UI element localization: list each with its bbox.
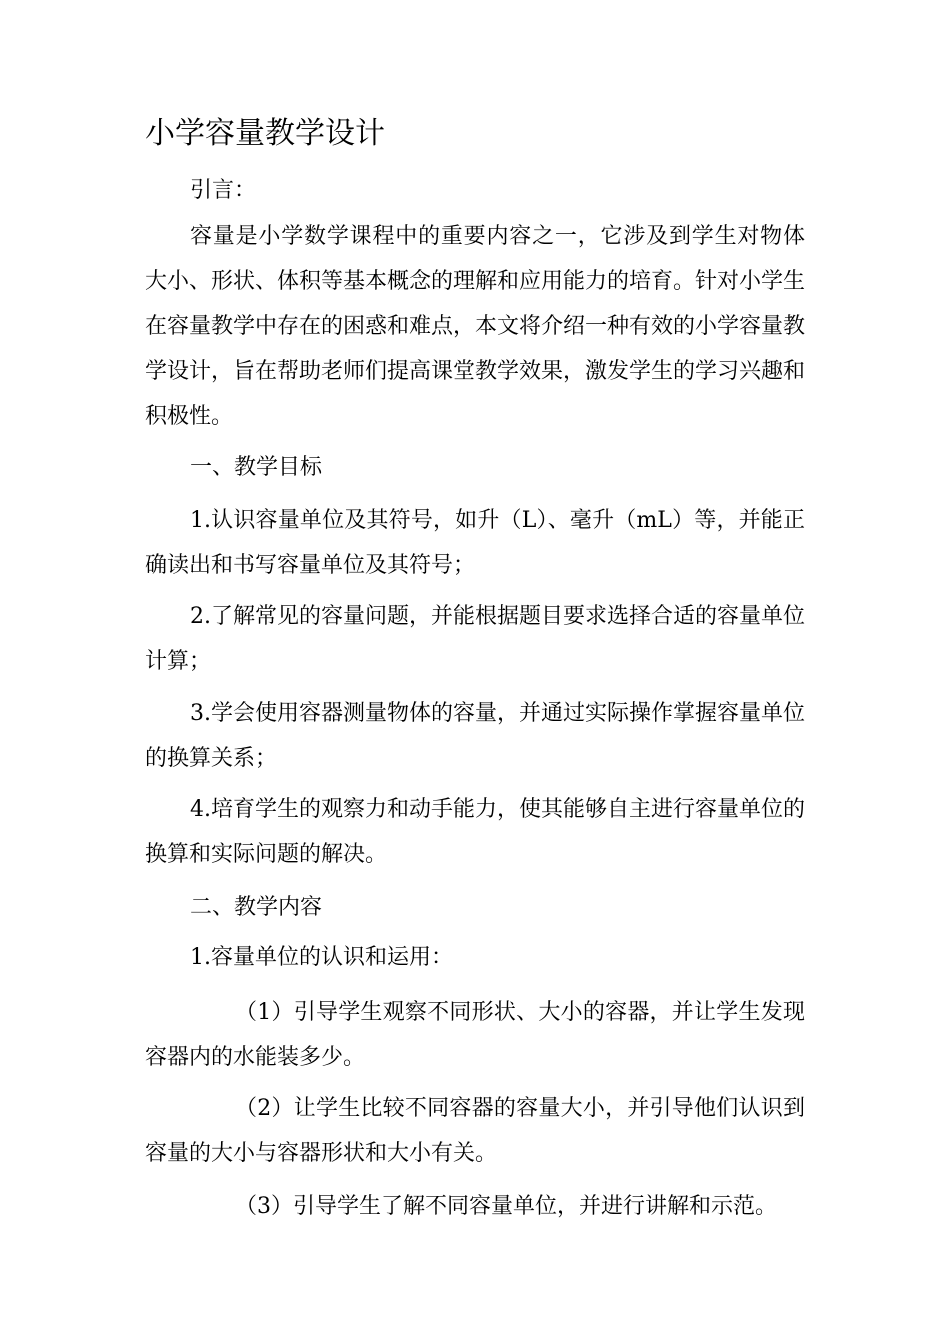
intro-heading: 引言：: [190, 178, 257, 203]
objective-item-4: 4.培育学生的观察力和动手能力，使其能够自主进行容量单位的换算和实际问题的解决。: [145, 797, 805, 867]
document-title: 小学容量教学设计: [145, 116, 385, 151]
section-heading-content: 二、教学内容: [190, 895, 323, 920]
content-item-1: 1.容量单位的认识和运用：: [190, 945, 453, 970]
objective-item-3: 3.学会使用容器测量物体的容量，并通过实际操作掌握容量单位的换算关系；: [145, 701, 805, 771]
content-subitem-3: （3）引导学生了解不同容量单位，并进行讲解和示范。: [235, 1194, 777, 1219]
section-heading-objectives: 一、教学目标: [190, 455, 323, 480]
content-subitem-1: （1）引导学生观察不同形状、大小的容器，并让学生发现容器内的水能装多少。: [145, 1000, 805, 1070]
intro-paragraph: 容量是小学数学课程中的重要内容之一，它涉及到学生对物体大小、形状、体积等基本概念的理解和应用能力的培育。针对小学生在容量教学中存在的困惑和难点，本文将介绍一种有效的小学容量教学设计，旨在帮助老师们提高课堂教学效果，激发学生的学习兴趣和积极性。: [145, 224, 806, 429]
content-subitem-2: （2）让学生比较不同容器的容量大小，并引导他们认识到容量的大小与容器形状和大小有关。: [145, 1096, 805, 1166]
objective-item-2: 2.了解常见的容量问题，并能根据题目要求选择合适的容量单位计算；: [145, 604, 805, 674]
objective-item-1: 1.认识容量单位及其符号，如升（L）、毫升（mL）等，并能正确读出和书写容量单位及其符号；: [145, 508, 805, 578]
